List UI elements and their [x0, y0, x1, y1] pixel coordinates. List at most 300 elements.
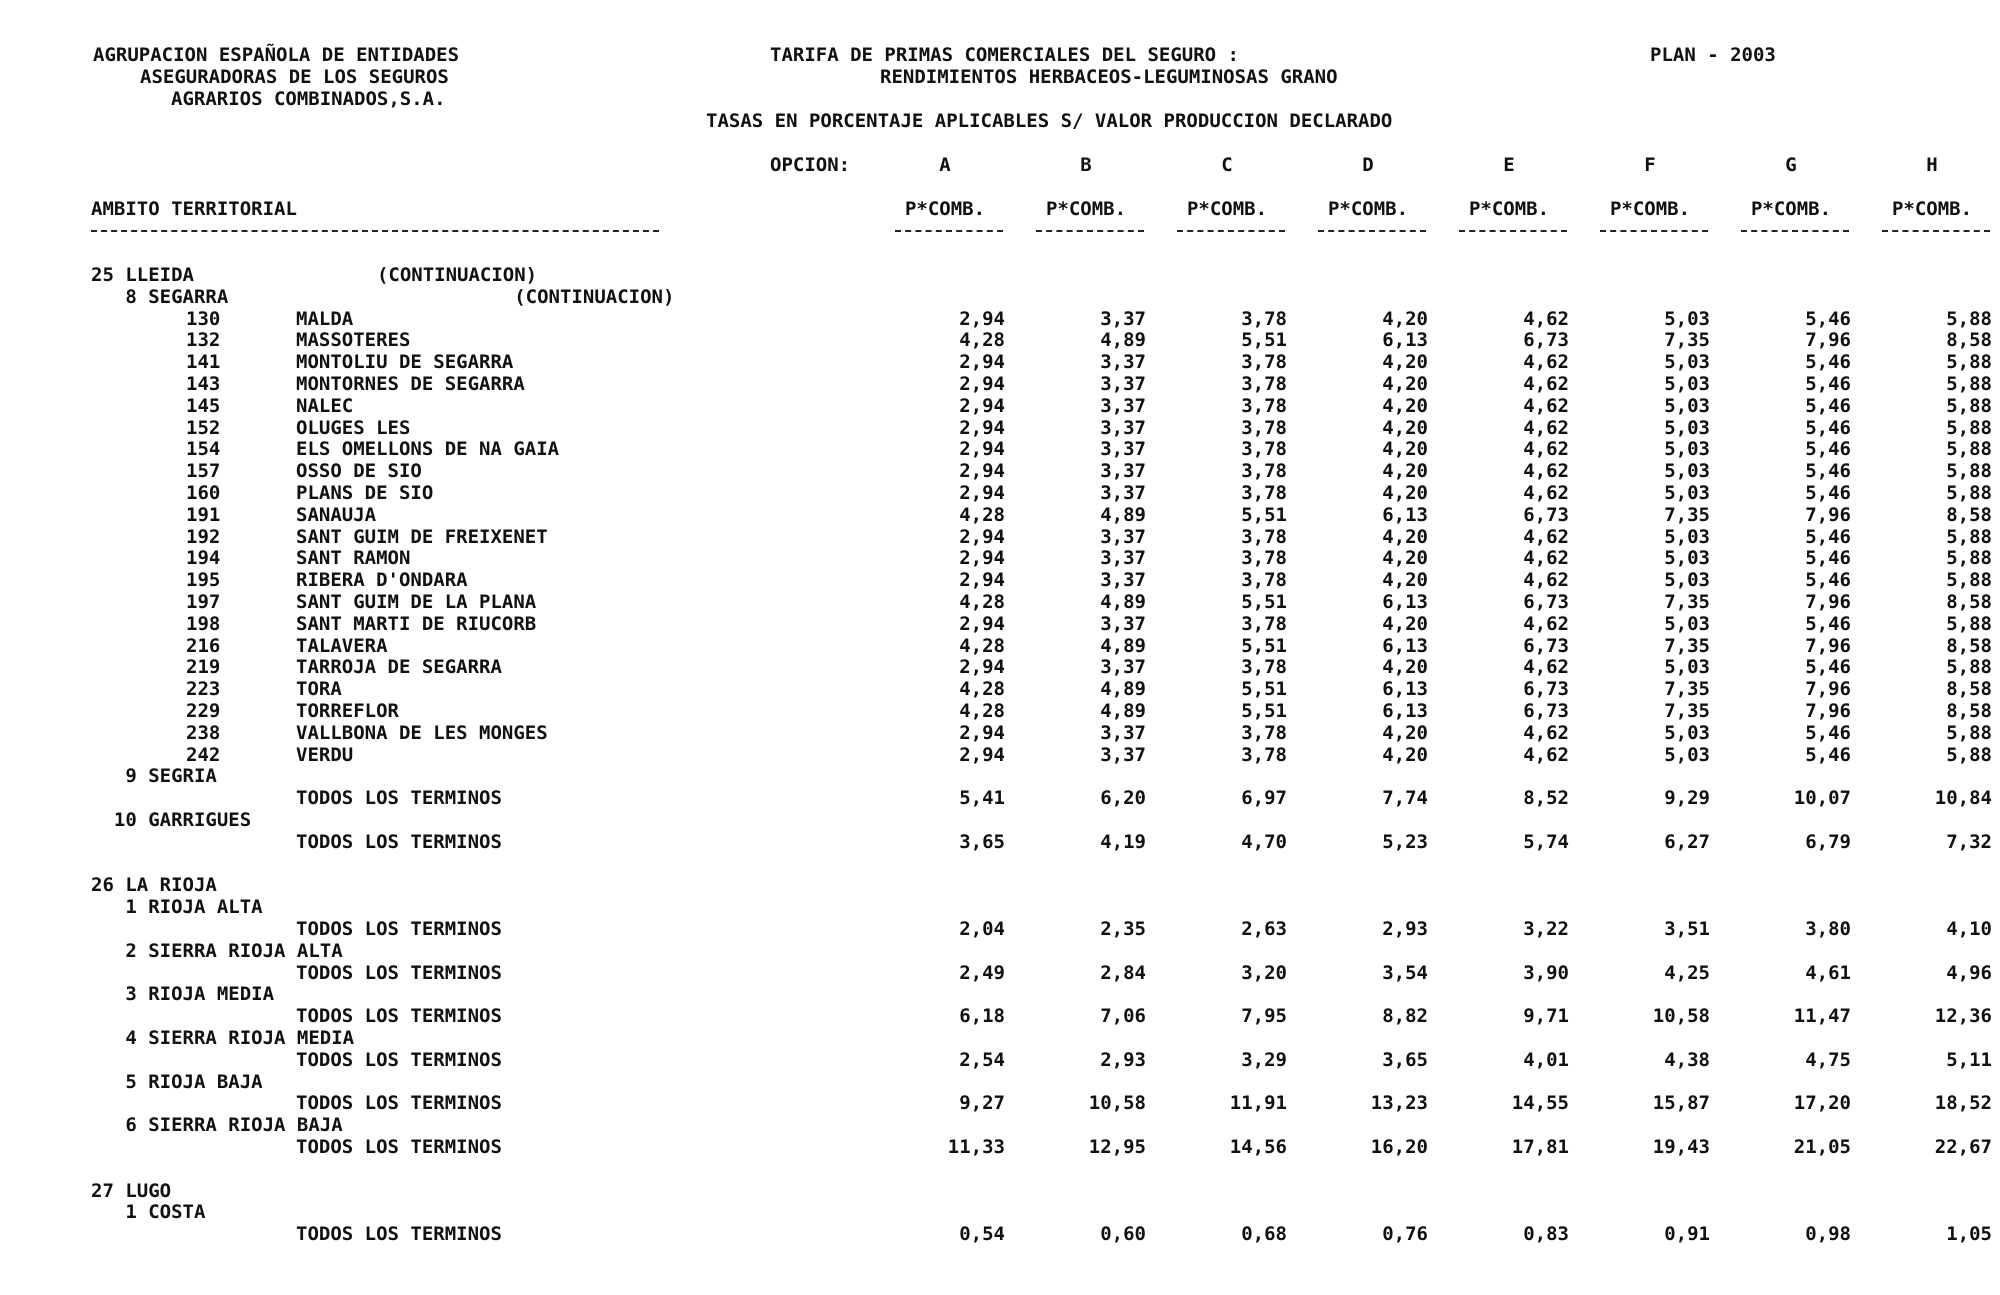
rate-value: 9,27	[959, 1092, 1005, 1115]
rate-value: 3,78	[1241, 743, 1287, 766]
rate-value: 5,88	[1946, 612, 1992, 635]
rate-value: 4,20	[1382, 351, 1428, 374]
rate-value: 2,54	[959, 1048, 1005, 1071]
rate-value: 6,13	[1382, 591, 1428, 613]
rate-value: 4,28	[959, 329, 1005, 352]
municipality-name: OSSO DE SIO	[296, 460, 422, 483]
rate-value: 2,94	[959, 394, 1005, 417]
rate-value: 5,88	[1946, 351, 1992, 374]
rate-value: 4,89	[1100, 678, 1146, 701]
rate-value: 4,62	[1523, 394, 1569, 417]
municipality-code: 160	[186, 482, 221, 504]
rate-value: 3,78	[1241, 525, 1287, 548]
rate-value: 2,94	[959, 569, 1005, 592]
rate-value: 2,84	[1100, 961, 1146, 984]
municipality-name: NALEC	[296, 394, 354, 417]
plan-label: PLAN - 2003	[1650, 44, 1776, 66]
rate-value: 3,78	[1241, 438, 1287, 461]
rate-value: 18,52	[1934, 1092, 1992, 1115]
municipality-name: SANT GUIM DE LA PLANA	[296, 591, 537, 613]
municipality-name: PLANS DE SIO	[296, 482, 434, 504]
rate-value: 4,20	[1382, 656, 1428, 679]
rate-value: 11,47	[1793, 1005, 1851, 1028]
rate-value: 4,61	[1805, 961, 1851, 984]
rate-value: 7,32	[1946, 830, 1992, 853]
all-terms-label: TODOS LOS TERMINOS	[296, 918, 502, 940]
municipality-name: OLUGES LES	[296, 416, 411, 439]
option-d: D	[1362, 154, 1374, 176]
rate-value: 2,94	[959, 460, 1005, 483]
rate-value: 5,51	[1241, 329, 1287, 352]
rate-value: 5,03	[1664, 547, 1710, 570]
municipality-name: VALLBONA DE LES MONGES	[296, 721, 548, 744]
rate-value: 5,46	[1805, 438, 1851, 461]
municipality-name: MONTORNES DE SEGARRA	[296, 373, 525, 395]
rate-value: 5,74	[1523, 830, 1569, 853]
col-underline	[1600, 230, 1708, 232]
col-label-h: P*COMB.	[1891, 198, 1973, 220]
rate-value: 5,46	[1805, 416, 1851, 439]
rate-value: 2,94	[959, 307, 1005, 330]
rate-value: 4,20	[1382, 547, 1428, 570]
rate-value: 8,82	[1382, 1005, 1428, 1028]
rate-value: 4,20	[1382, 307, 1428, 330]
rate-value: 3,78	[1241, 547, 1287, 570]
rate-value: 7,96	[1805, 329, 1851, 352]
rate-value: 5,46	[1805, 721, 1851, 744]
rate-value: 5,46	[1805, 394, 1851, 417]
rate-value: 6,73	[1523, 678, 1569, 701]
municipality-code: 219	[186, 656, 221, 679]
rate-value: 5,88	[1946, 460, 1992, 483]
municipality-code: 195	[186, 569, 221, 592]
col-label-d: P*COMB.	[1327, 198, 1409, 220]
municipality-code: 198	[186, 612, 221, 635]
rate-value: 3,78	[1241, 307, 1287, 330]
org-line-1: AGRUPACION ESPAÑOLA DE ENTIDADES	[93, 44, 460, 66]
rate-value: 5,88	[1946, 525, 1992, 548]
rate-value: 4,62	[1523, 721, 1569, 744]
subtitle: TASAS EN PORCENTAJE APLICABLES S/ VALOR PRODUCCION DECLARADO	[706, 110, 1393, 132]
municipality-name: SANT MARTI DE RIUCORB	[296, 612, 537, 635]
rate-value: 3,37	[1100, 438, 1146, 461]
rate-value: 4,38	[1664, 1048, 1710, 1071]
rate-value: 5,03	[1664, 612, 1710, 635]
rate-value: 14,56	[1229, 1136, 1287, 1158]
province-heading: 27 LUGO	[91, 1179, 172, 1202]
rate-value: 0,54	[959, 1223, 1005, 1246]
rate-value: 3,37	[1100, 547, 1146, 570]
rate-value: 4,62	[1523, 569, 1569, 592]
municipality-code: 145	[186, 394, 221, 417]
ambito-underline	[91, 230, 659, 232]
rate-value: 3,78	[1241, 612, 1287, 635]
all-terms-label: TODOS LOS TERMINOS	[296, 1136, 502, 1158]
rate-value: 3,78	[1241, 351, 1287, 374]
municipality-name: TARROJA DE SEGARRA	[296, 656, 502, 679]
rate-value: 7,35	[1664, 700, 1710, 722]
rate-value: 14,55	[1511, 1092, 1569, 1115]
option-f: F	[1644, 154, 1656, 176]
rate-value: 3,78	[1241, 721, 1287, 744]
rate-value: 3,78	[1241, 569, 1287, 592]
rate-value: 3,37	[1100, 416, 1146, 439]
rate-value: 4,89	[1100, 329, 1146, 352]
rate-value: 6,13	[1382, 634, 1428, 657]
rate-value: 3,37	[1100, 656, 1146, 679]
rate-value: 3,78	[1241, 460, 1287, 483]
rate-value: 4,62	[1523, 373, 1569, 395]
rate-value: 9,29	[1664, 787, 1710, 810]
rate-value: 2,04	[959, 918, 1005, 940]
rate-value: 5,46	[1805, 373, 1851, 395]
option-h: H	[1926, 154, 1938, 176]
rate-value: 4,20	[1382, 460, 1428, 483]
rate-value: 4,20	[1382, 525, 1428, 548]
rate-value: 3,37	[1100, 569, 1146, 592]
rate-value: 5,46	[1805, 307, 1851, 330]
rate-value: 1,05	[1946, 1223, 1992, 1246]
option-e: E	[1503, 154, 1515, 176]
municipality-name: ELS OMELLONS DE NA GAIA	[296, 438, 560, 461]
option-b: B	[1080, 154, 1092, 176]
rate-value: 3,54	[1382, 961, 1428, 984]
rate-value: 6,13	[1382, 329, 1428, 352]
rate-value: 2,94	[959, 612, 1005, 635]
rate-value: 7,96	[1805, 700, 1851, 722]
rate-value: 5,51	[1241, 503, 1287, 526]
option-c: C	[1221, 154, 1233, 176]
province-heading: 26 LA RIOJA	[91, 874, 217, 897]
rate-value: 5,03	[1664, 721, 1710, 744]
rate-value: 9,71	[1523, 1005, 1569, 1028]
rate-value: 5,88	[1946, 569, 1992, 592]
option-label: OPCION:	[770, 154, 851, 176]
rate-value: 4,28	[959, 591, 1005, 613]
rate-value: 2,35	[1100, 918, 1146, 940]
rate-value: 4,25	[1664, 961, 1710, 984]
rate-value: 5,46	[1805, 525, 1851, 548]
rate-value: 15,87	[1652, 1092, 1710, 1115]
rate-value: 4,70	[1241, 830, 1287, 853]
rate-value: 4,96	[1946, 961, 1992, 984]
rate-value: 2,94	[959, 351, 1005, 374]
rate-value: 6,73	[1523, 329, 1569, 352]
municipality-code: 191	[186, 503, 221, 526]
rate-value: 4,89	[1100, 591, 1146, 613]
comarca-heading: 6 SIERRA RIOJA BAJA	[91, 1114, 343, 1137]
rate-value: 5,88	[1946, 656, 1992, 679]
rate-value: 5,88	[1946, 743, 1992, 766]
col-underline	[895, 230, 1003, 232]
option-a: A	[939, 154, 951, 176]
rate-value: 3,22	[1523, 918, 1569, 940]
rate-value: 5,46	[1805, 612, 1851, 635]
comarca-heading: 3 RIOJA MEDIA	[91, 983, 275, 1006]
rate-value: 5,23	[1382, 830, 1428, 853]
col-label-a: P*COMB.	[904, 198, 986, 220]
rate-value: 3,78	[1241, 482, 1287, 504]
rate-value: 5,03	[1664, 482, 1710, 504]
all-terms-label: TODOS LOS TERMINOS	[296, 830, 502, 853]
municipality-name: TORA	[296, 678, 342, 701]
col-label-e: P*COMB.	[1468, 198, 1550, 220]
rate-value: 11,91	[1229, 1092, 1287, 1115]
rate-value: 3,78	[1241, 394, 1287, 417]
rate-value: 4,62	[1523, 525, 1569, 548]
municipality-code: 152	[186, 416, 221, 439]
rate-value: 5,88	[1946, 438, 1992, 461]
all-terms-label: TODOS LOS TERMINOS	[296, 787, 502, 810]
rate-value: 2,93	[1100, 1048, 1146, 1071]
municipality-name: VERDU	[296, 743, 354, 766]
rate-value: 4,20	[1382, 482, 1428, 504]
rate-value: 6,18	[959, 1005, 1005, 1028]
rate-value: 5,46	[1805, 656, 1851, 679]
comarca-heading: 9 SEGRIA	[91, 765, 217, 788]
rate-value: 7,95	[1241, 1005, 1287, 1028]
municipality-code: 130	[186, 307, 221, 330]
rate-value: 5,88	[1946, 373, 1992, 395]
rate-value: 4,62	[1523, 351, 1569, 374]
rate-value: 2,94	[959, 721, 1005, 744]
rate-value: 11,33	[947, 1136, 1005, 1158]
rate-value: 17,20	[1793, 1092, 1851, 1115]
rate-value: 5,03	[1664, 438, 1710, 461]
rate-value: 6,73	[1523, 591, 1569, 613]
col-label-c: P*COMB.	[1186, 198, 1268, 220]
rate-value: 4,28	[959, 503, 1005, 526]
comarca-heading: 5 RIOJA BAJA	[91, 1070, 263, 1093]
rate-value: 5,51	[1241, 678, 1287, 701]
rate-value: 5,46	[1805, 569, 1851, 592]
rate-value: 4,20	[1382, 721, 1428, 744]
rate-value: 7,96	[1805, 591, 1851, 613]
municipality-name: TORREFLOR	[296, 700, 399, 722]
rate-value: 5,46	[1805, 547, 1851, 570]
rate-value: 3,37	[1100, 721, 1146, 744]
rate-value: 2,94	[959, 743, 1005, 766]
rate-value: 7,35	[1664, 329, 1710, 352]
rate-value: 5,88	[1946, 307, 1992, 330]
rate-value: 3,51	[1664, 918, 1710, 940]
rate-value: 3,65	[1382, 1048, 1428, 1071]
rate-value: 8,58	[1946, 503, 1992, 526]
rate-value: 5,03	[1664, 743, 1710, 766]
rate-value: 4,20	[1382, 612, 1428, 635]
rate-value: 6,13	[1382, 503, 1428, 526]
rate-value: 19,43	[1652, 1136, 1710, 1158]
province-heading: 25 LLEIDA (CONTINUACION)	[91, 264, 538, 286]
rate-value: 4,28	[959, 700, 1005, 722]
rate-value: 6,27	[1664, 830, 1710, 853]
rate-value: 5,03	[1664, 373, 1710, 395]
rate-value: 3,37	[1100, 743, 1146, 766]
org-line-2: ASEGURADORAS DE LOS SEGUROS	[140, 66, 449, 88]
rate-value: 5,03	[1664, 525, 1710, 548]
col-underline	[1036, 230, 1144, 232]
rate-value: 10,07	[1793, 787, 1851, 810]
rate-value: 5,51	[1241, 700, 1287, 722]
rate-value: 6,97	[1241, 787, 1287, 810]
rate-value: 12,36	[1934, 1005, 1992, 1028]
rate-value: 5,51	[1241, 634, 1287, 657]
rate-value: 7,35	[1664, 503, 1710, 526]
all-terms-label: TODOS LOS TERMINOS	[296, 961, 502, 984]
rate-value: 4,20	[1382, 743, 1428, 766]
rate-value: 2,49	[959, 961, 1005, 984]
rate-value: 4,62	[1523, 482, 1569, 504]
rate-value: 3,80	[1805, 918, 1851, 940]
rate-value: 4,62	[1523, 656, 1569, 679]
rate-value: 5,51	[1241, 591, 1287, 613]
rate-value: 6,73	[1523, 634, 1569, 657]
rate-value: 2,93	[1382, 918, 1428, 940]
rate-value: 10,84	[1934, 787, 1992, 810]
col-underline	[1882, 230, 1990, 232]
rate-value: 5,03	[1664, 656, 1710, 679]
municipality-code: 192	[186, 525, 221, 548]
municipality-code: 154	[186, 438, 221, 461]
rate-value: 3,29	[1241, 1048, 1287, 1071]
rate-value: 0,98	[1805, 1223, 1851, 1246]
municipality-code: 143	[186, 373, 221, 395]
comarca-heading: 8 SEGARRA (CONTINUACION)	[91, 285, 675, 308]
rate-value: 4,62	[1523, 438, 1569, 461]
rate-value: 3,37	[1100, 460, 1146, 483]
comarca-heading: 2 SIERRA RIOJA ALTA	[91, 939, 343, 962]
rate-value: 3,37	[1100, 351, 1146, 374]
rate-value: 6,73	[1523, 700, 1569, 722]
rate-value: 8,58	[1946, 678, 1992, 701]
municipality-code: 157	[186, 460, 221, 483]
rate-value: 5,88	[1946, 394, 1992, 417]
col-underline	[1741, 230, 1849, 232]
municipality-name: TALAVERA	[296, 634, 388, 657]
municipality-code: 229	[186, 700, 221, 722]
rate-value: 4,01	[1523, 1048, 1569, 1071]
comarca-heading: 1 RIOJA ALTA	[91, 896, 263, 919]
rate-value: 3,37	[1100, 394, 1146, 417]
rate-value: 3,20	[1241, 961, 1287, 984]
rate-value: 4,20	[1382, 569, 1428, 592]
rate-value: 5,46	[1805, 460, 1851, 483]
rate-value: 2,94	[959, 525, 1005, 548]
org-line-3: AGRARIOS COMBINADOS,S.A.	[171, 88, 446, 110]
title-line-1: TARIFA DE PRIMAS COMERCIALES DEL SEGURO :	[770, 44, 1239, 66]
rate-value: 4,62	[1523, 612, 1569, 635]
rate-value: 7,96	[1805, 678, 1851, 701]
rate-value: 7,35	[1664, 591, 1710, 613]
rate-value: 5,88	[1946, 547, 1992, 570]
rate-value: 3,37	[1100, 307, 1146, 330]
rate-value: 4,62	[1523, 460, 1569, 483]
rate-value: 3,78	[1241, 416, 1287, 439]
rate-value: 4,62	[1523, 547, 1569, 570]
rate-value: 4,20	[1382, 373, 1428, 395]
rate-value: 2,94	[959, 482, 1005, 504]
rate-value: 10,58	[1088, 1092, 1146, 1115]
municipality-code: 197	[186, 591, 221, 613]
rate-value: 3,78	[1241, 656, 1287, 679]
rate-value: 0,76	[1382, 1223, 1428, 1246]
rate-value: 7,06	[1100, 1005, 1146, 1028]
rate-value: 4,28	[959, 678, 1005, 701]
comarca-heading: 4 SIERRA RIOJA MEDIA	[91, 1027, 355, 1049]
rate-value: 5,03	[1664, 351, 1710, 374]
rate-value: 10,58	[1652, 1005, 1710, 1028]
rate-value: 5,46	[1805, 743, 1851, 766]
municipality-name: MASSOTERES	[296, 329, 411, 352]
rate-value: 6,73	[1523, 503, 1569, 526]
rate-value: 2,94	[959, 547, 1005, 570]
rate-value: 16,20	[1370, 1136, 1428, 1158]
rate-value: 3,90	[1523, 961, 1569, 984]
rate-value: 5,03	[1664, 394, 1710, 417]
municipality-code: 216	[186, 634, 221, 657]
comarca-heading: 1 COSTA	[91, 1201, 206, 1224]
rate-value: 0,83	[1523, 1223, 1569, 1246]
municipality-code: 132	[186, 329, 221, 352]
rate-value: 17,81	[1511, 1136, 1569, 1158]
municipality-name: SANAUJA	[296, 503, 377, 526]
rate-value: 0,91	[1664, 1223, 1710, 1246]
rate-value: 4,89	[1100, 634, 1146, 657]
rate-value: 5,88	[1946, 416, 1992, 439]
rate-value: 8,58	[1946, 329, 1992, 352]
rate-value: 0,68	[1241, 1223, 1287, 1246]
all-terms-label: TODOS LOS TERMINOS	[296, 1092, 502, 1115]
ambito-label: AMBITO TERRITORIAL	[91, 198, 297, 220]
col-underline	[1177, 230, 1285, 232]
municipality-name: MONTOLIU DE SEGARRA	[296, 351, 514, 374]
rate-value: 5,03	[1664, 569, 1710, 592]
rate-value: 2,94	[959, 416, 1005, 439]
rate-value: 5,03	[1664, 416, 1710, 439]
col-label-g: P*COMB.	[1750, 198, 1832, 220]
rate-value: 4,10	[1946, 918, 1992, 940]
municipality-code: 238	[186, 721, 221, 744]
all-terms-label: TODOS LOS TERMINOS	[296, 1048, 502, 1071]
col-underline	[1318, 230, 1426, 232]
comarca-heading: 10 GARRIGUES	[91, 809, 252, 831]
rate-value: 2,63	[1241, 918, 1287, 940]
municipality-code: 223	[186, 678, 221, 701]
col-label-f: P*COMB.	[1609, 198, 1691, 220]
rate-value: 5,88	[1946, 721, 1992, 744]
rate-value: 7,35	[1664, 678, 1710, 701]
rate-value: 5,03	[1664, 307, 1710, 330]
rate-value: 2,94	[959, 438, 1005, 461]
rate-value: 5,46	[1805, 351, 1851, 374]
rate-value: 6,13	[1382, 700, 1428, 722]
rate-value: 4,20	[1382, 438, 1428, 461]
rate-value: 6,79	[1805, 830, 1851, 853]
rate-value: 2,94	[959, 373, 1005, 395]
rate-value: 8,58	[1946, 591, 1992, 613]
rate-value: 2,94	[959, 656, 1005, 679]
rate-value: 3,37	[1100, 525, 1146, 548]
rate-value: 7,96	[1805, 634, 1851, 657]
rate-value: 4,62	[1523, 307, 1569, 330]
municipality-name: MALDA	[296, 307, 354, 330]
rate-value: 4,19	[1100, 830, 1146, 853]
rate-value: 4,75	[1805, 1048, 1851, 1071]
municipality-code: 194	[186, 547, 221, 570]
rate-value: 5,88	[1946, 482, 1992, 504]
title-line-2: RENDIMIENTOS HERBACEOS-LEGUMINOSAS GRANO	[880, 66, 1338, 88]
rate-value: 7,96	[1805, 503, 1851, 526]
